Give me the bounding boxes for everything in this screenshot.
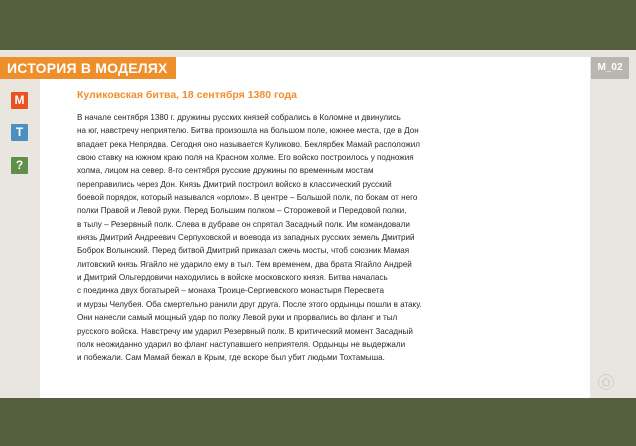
sidebar-button-t[interactable]: Т — [11, 124, 28, 141]
article-line: переправились через Дон. Князь Дмитрий построил войско в классический русский — [77, 179, 392, 189]
article-line: Боброк Волынский. Перед битвой Дмитрий приказал сжечь мосты, чтоб союзник Мамая — [77, 246, 410, 256]
sidebar-button-question[interactable]: ? — [11, 157, 28, 174]
article-line: и мурзы Челубея. Оба смертельно ранили друг друга. После этого ордынцы пошли в атаку. — [77, 299, 422, 309]
article-line: полки Правой и Левой руки. Перед Большим полком – Сторожевой и Передовой полки, — [77, 206, 407, 216]
article-line: и Дмитрий Ольгердовичи находились в войске московского князя. Битва началась — [77, 273, 388, 283]
page-title: ИСТОРИЯ В МОДЕЛЯХ — [0, 57, 176, 79]
module-code-badge: M_02 — [591, 57, 629, 79]
sidebar-button-m[interactable]: М — [11, 92, 28, 109]
article-line: князь Дмитрий Андреевич Серпуховской и воевода из западных русских земель Дмитрий — [77, 233, 415, 243]
article-line: русского войска. Навстречу им ударил Резервный полк. В критический момент Засадный — [77, 326, 413, 336]
article-line: впадает река Непрядва. Сегодня оно называется Куликово. Беклярбек Мамай расположил — [77, 139, 421, 149]
article-body — [77, 111, 482, 365]
article-title: Куликовская битва, 18 сентября 1380 года — [77, 89, 297, 101]
article-line: В начале сентября 1380 г. дружины русских князей собрались в Коломне и двинулись — [77, 113, 401, 122]
article-line: на юг, навстречу неприятелю. Битва произошла на большом поле, южнее места, где в Дон — [77, 126, 419, 136]
top-band — [0, 0, 636, 50]
article-line: холма, лицом на север. 8-го сентября русские дружины по временным мостам — [77, 166, 374, 176]
article-line: в тылу – Резервный полк. Слева в дубраве он спрятал Засадный полк. Им командовали — [77, 219, 410, 229]
home-icon-glyph — [601, 377, 611, 387]
article-line: боевой порядок, который назывался «орлом». В центре – Большой полк, по бокам от него — [77, 193, 418, 203]
article-line: литовский князь Ягайло не ударило ему в тыл. Тем временем, два брата Ягайло Андрей — [77, 259, 412, 269]
article-line: полк неожиданно ударил во фланг наступавшего неприятеля. Ордынцы не выдержали — [77, 339, 406, 349]
home-icon[interactable] — [598, 374, 614, 390]
article-line: свою ставку на южном краю поля на Красном холме. Его войско построилось у подножия — [77, 153, 414, 163]
article-line: Они нанесли самый мощный удар по полку Левой руки и прорвались во фланг и тыл — [77, 313, 398, 323]
article-line: и побежали. Сам Мамай бежал в Крым, где вскоре был убит людьми Тохтамыша. — [77, 353, 385, 363]
bottom-band — [0, 398, 636, 446]
article-line: с поединка двух богатырей – монаха Троице-Сергиевского монастыря Пересвета — [77, 286, 384, 296]
